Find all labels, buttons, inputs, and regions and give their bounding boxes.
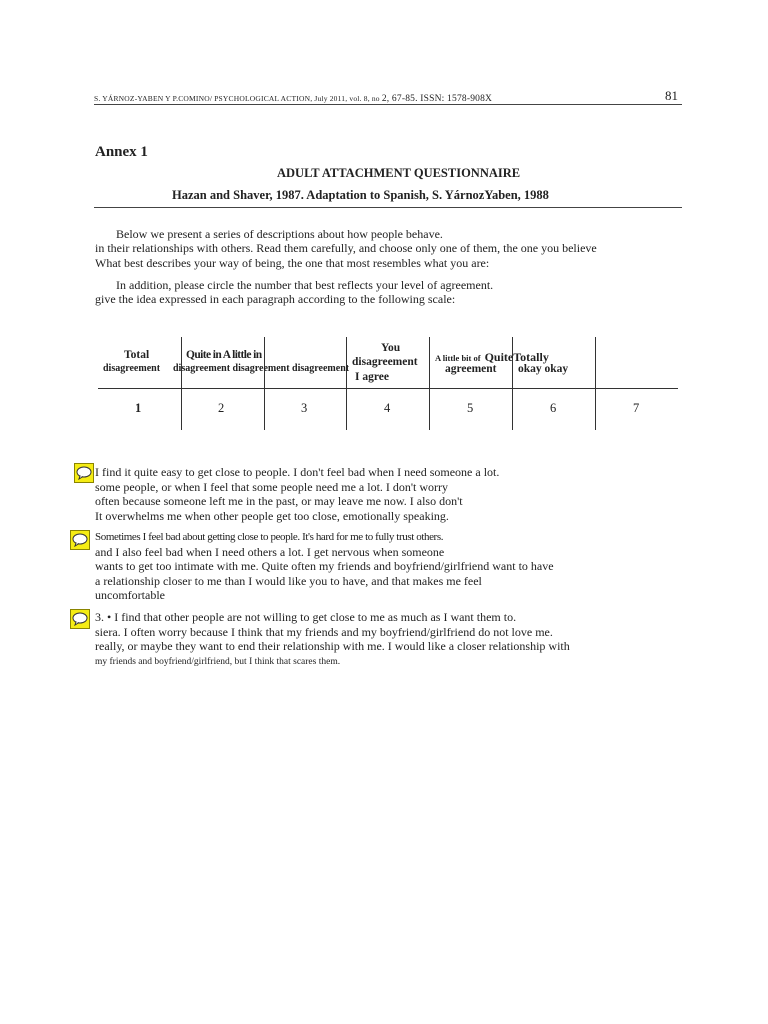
scale-divider <box>346 337 347 430</box>
scale-number-5[interactable]: 5 <box>467 401 474 415</box>
scale-label-1-bottom: disagreement <box>103 363 161 374</box>
scale-label-2-top: Quite in A little in <box>186 349 262 361</box>
intro-line-2: in their relationships with others. Read them carefully, and choose only one of them, the one you believe <box>95 241 597 255</box>
header-rule <box>94 104 682 105</box>
scale-label-1-top: Total <box>124 349 150 361</box>
scale-label-2-bottom: disagreement disagreement disagreement <box>173 363 350 374</box>
questionnaire-subtitle: Hazan and Shaver, 1987. Adaptation to Spanish, S. YárnozYaben, 1988 <box>172 188 549 202</box>
item-2-line-2: and I also feel bad when I need others a lot. I get nervous when someone <box>95 545 445 559</box>
item-3-line-4: my friends and boyfriend/girlfriend, but I think that scares them. <box>95 657 341 667</box>
scale-divider <box>595 337 596 430</box>
scale-number-1[interactable]: 1 <box>135 401 142 415</box>
item-1-line-3: often because someone left me in the past, or may leave me now. I also don't <box>95 494 463 508</box>
scale-divider <box>429 337 430 430</box>
item-1-line-1: I find it quite easy to get close to people. I don't feel bad when I need someone a lot. <box>95 465 500 479</box>
intro-line-1: Below we present a series of descriptions about how people behave. <box>116 227 443 241</box>
running-header <box>94 94 492 104</box>
item-3-line-1: 3. • I find that other people are not willing to get close to me as much as I want them to. <box>95 610 517 624</box>
comment-note-icon[interactable] <box>70 609 90 629</box>
scale-label-4-bottom: I agree <box>355 371 389 383</box>
comment-note-icon[interactable] <box>74 463 94 483</box>
annex-heading: Annex 1 <box>95 144 148 160</box>
scale-divider <box>264 337 265 430</box>
item-3-line-2: siera. I often worry because I think that my friends and my boyfriend/girlfriend do not love me. <box>95 625 553 639</box>
scale-label-5-big: Quite <box>484 350 514 364</box>
scale-label-5-bottom: agreement <box>445 363 497 375</box>
scale-label-4-middle: disagreement <box>352 356 418 368</box>
instructions-line-2: give the idea expressed in each paragraph according to the following scale: <box>95 292 456 306</box>
item-1-line-4: It overwhelms me when other people get too close, emotionally speaking. <box>95 509 449 523</box>
scale-label-6-bottom: okay okay <box>518 363 569 375</box>
scale-number-3[interactable]: 3 <box>301 401 308 415</box>
item-2-line-3: wants to get too intimate with me. Quite often my friends and boyfriend/girlfriend want to have <box>95 559 554 573</box>
scale-number-4[interactable]: 4 <box>384 401 391 415</box>
scale-divider <box>181 337 182 430</box>
item-1-line-2: some people, or when I feel that some people need me a lot. I don't worry <box>95 480 449 494</box>
item-2-line-4: a relationship closer to me than I would like you to have, and that makes me feel <box>95 574 482 588</box>
citation-left: S. YÁRNOZ-YABEN Y P.COMINO/ PSYCHOLOGICAL ACTION, July 2011, vol. 8, no <box>94 94 382 103</box>
scale-label-4-top: You <box>381 342 401 354</box>
intro-line-3: What best describes your way of being, the one that most resembles what you are: <box>95 256 490 270</box>
item-2-line-5: uncomfortable <box>95 588 165 602</box>
scale-number-7[interactable]: 7 <box>633 401 640 415</box>
scale-rule <box>98 388 678 389</box>
scale-number-2[interactable]: 2 <box>218 401 225 415</box>
item-2-line-1: Sometimes I feel bad about getting close to people. It's hard for me to fully trust others. <box>95 531 444 543</box>
citation-right: 2, 67-85. ISSN: 1578-908X <box>381 94 493 104</box>
scale-label-5-small: A little bit of <box>435 353 481 363</box>
instructions-line-1: In addition, please circle the number that best reflects your level of agreement. <box>116 278 494 292</box>
title-rule <box>94 207 682 208</box>
item-3-line-3: really, or maybe they want to end their relationship with me. I would like a closer relationship with <box>95 639 570 653</box>
scale-number-6[interactable]: 6 <box>550 401 557 415</box>
page-number: 81 <box>665 88 678 103</box>
scale-label-6-big: Totally <box>513 350 549 364</box>
comment-note-icon[interactable] <box>70 530 90 550</box>
questionnaire-title: ADULT ATTACHMENT QUESTIONNAIRE <box>277 166 521 180</box>
